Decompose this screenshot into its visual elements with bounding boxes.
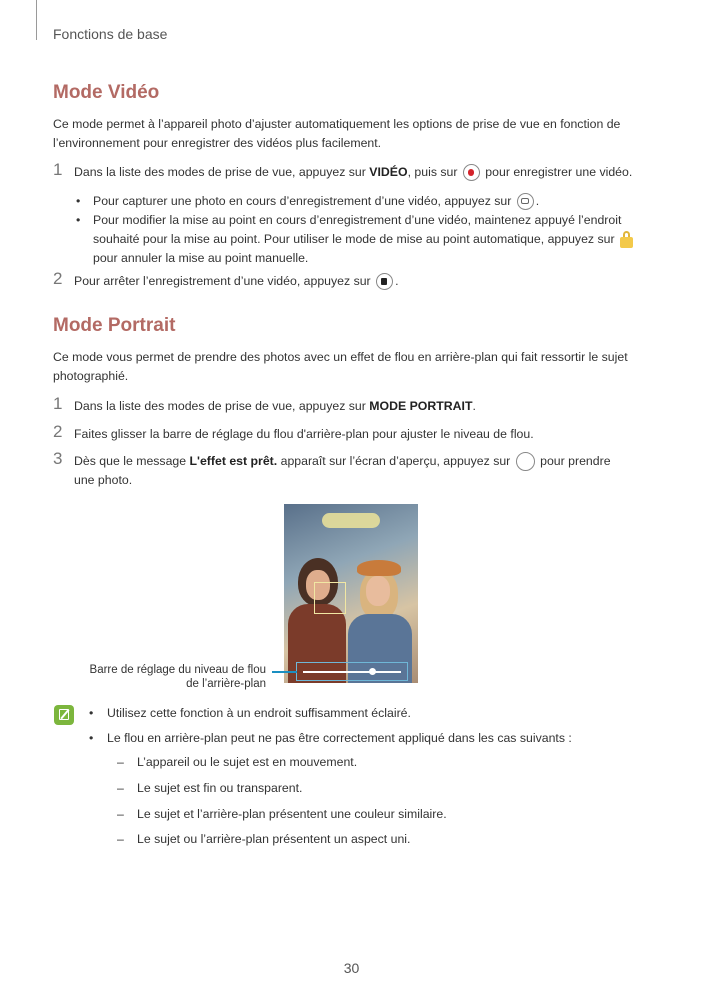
focus-lock-icon	[620, 231, 633, 248]
blur-level-slider[interactable]	[296, 662, 408, 681]
step-text: Dans la liste des modes de prise de vue, appuyez sur VIDÉO, puis sur pour enregistrer une vidéo.	[74, 163, 634, 182]
portrait-mode-intro: Ce mode vous permet de prendre des photos avec un effet de flou en arrière-plan qui fait ressortir le sujet photographié.	[53, 350, 628, 383]
portrait-mode-title: Mode Portrait	[53, 315, 176, 336]
portrait-preview-photo	[284, 504, 418, 683]
step-text: Pour arrêter l’enregistrement d’une vidéo, appuyez sur .	[74, 272, 634, 291]
video-mode-intro: Ce mode permet à l’appareil photo d’ajuster automatiquement les options de prise de vue en fonction de l’environnement pour enregistrer des vidéos plus facilement.	[53, 117, 621, 150]
shutter-icon	[516, 452, 535, 471]
stop-icon	[376, 273, 393, 290]
step-number: 2	[53, 422, 63, 441]
effect-ready-tag	[322, 513, 380, 528]
note-icon	[54, 705, 74, 725]
blur-slider-track	[303, 671, 401, 673]
running-header: Fonctions de base	[53, 26, 168, 42]
step-number: 1	[53, 160, 63, 179]
header-rule	[36, 0, 37, 40]
record-icon	[463, 164, 480, 181]
step-number: 3	[53, 449, 63, 468]
blur-slider-callout: Barre de réglage du niveau de flou de l’arrière-plan	[89, 664, 266, 690]
step-text: Faites glisser la barre de réglage du flou d'arrière-plan pour ajuster le niveau de flou.	[74, 427, 534, 441]
page-number: 30	[343, 960, 360, 976]
portrait-mode-label: MODE PORTRAIT	[369, 399, 473, 413]
video-mode-label: VIDÉO	[369, 165, 408, 179]
callout-leader-line	[272, 671, 297, 673]
step-text: Dès que le message L'effet est prêt. apparaît sur l’écran d’aperçu, appuyez sur pour prendre une photo.	[74, 454, 611, 488]
capture-icon	[517, 193, 534, 210]
blur-slider-knob[interactable]	[369, 668, 376, 675]
step-text: Dans la liste des modes de prise de vue, appuyez sur MODE PORTRAIT.	[74, 399, 476, 413]
effect-ready-message: L'effet est prêt.	[189, 454, 278, 468]
focus-frame	[314, 582, 346, 614]
step-number: 1	[53, 394, 63, 413]
video-mode-title: Mode Vidéo	[53, 82, 160, 103]
step-number: 2	[53, 269, 63, 288]
